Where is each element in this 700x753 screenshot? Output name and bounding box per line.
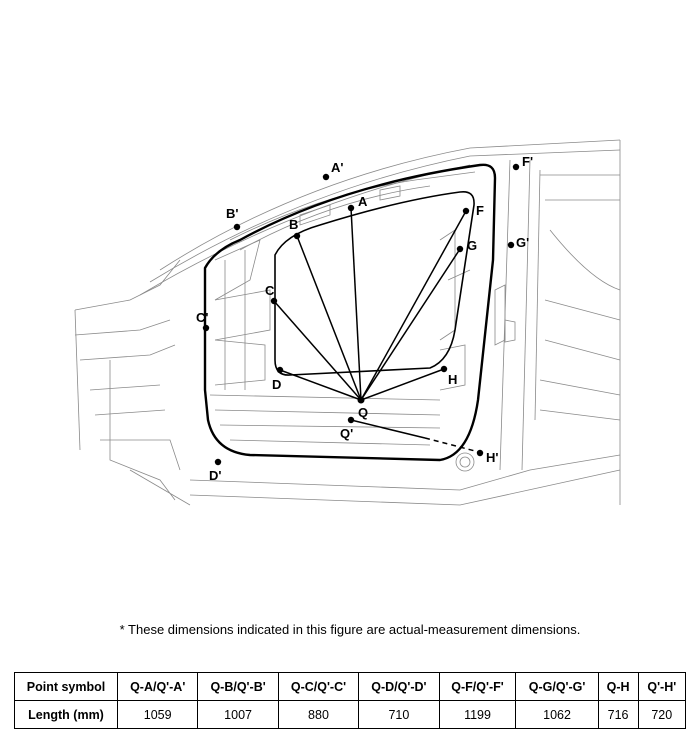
point-c — [271, 298, 277, 304]
point-q-prime — [348, 417, 354, 423]
length-cell: 1062 — [516, 701, 598, 729]
label-h: H — [448, 372, 458, 387]
label-g-prime: G' — [516, 235, 530, 250]
label-b: B — [289, 217, 299, 232]
length-cell: 710 — [359, 701, 439, 729]
point-f — [463, 208, 469, 214]
label-h-prime: H' — [486, 450, 499, 465]
label-q: Q — [358, 405, 369, 420]
point-d — [277, 367, 283, 373]
point-a-prime — [323, 174, 329, 180]
point-d-prime — [215, 459, 221, 465]
point-h — [441, 366, 447, 372]
length-cell: 1059 — [118, 701, 198, 729]
label-a-prime: A' — [331, 160, 344, 175]
point-c-prime — [203, 325, 209, 331]
length-cell: 720 — [638, 701, 685, 729]
symbol-cell: Q-A/Q'-A' — [118, 673, 198, 701]
point-b-prime — [234, 224, 240, 230]
label-f: F — [476, 203, 484, 218]
point-g — [457, 246, 463, 252]
label-a: A — [358, 194, 368, 209]
label-d-prime: D' — [209, 468, 222, 483]
length-cell: 1199 — [439, 701, 516, 729]
table-row-lengths — [15, 701, 686, 729]
label-q-prime: Q' — [340, 426, 354, 441]
row-label-symbol: Point symbol — [15, 673, 118, 701]
point-f-prime — [513, 164, 519, 170]
point-a — [348, 205, 354, 211]
symbol-cell: Q'-H' — [638, 673, 685, 701]
symbol-cell: Q-D/Q'-D' — [359, 673, 439, 701]
symbol-cell: Q-F/Q'-F' — [439, 673, 516, 701]
label-c-prime: C' — [196, 310, 209, 325]
length-cell: 716 — [598, 701, 638, 729]
label-f-prime: F' — [522, 154, 534, 169]
symbol-cell: Q-H — [598, 673, 638, 701]
measurement-lines — [274, 208, 479, 452]
point-b — [294, 233, 300, 239]
length-cell: 880 — [278, 701, 358, 729]
point-g-prime — [508, 242, 514, 248]
symbol-cell: Q-G/Q'-G' — [516, 673, 598, 701]
point-q — [358, 397, 365, 404]
label-g: G — [467, 238, 478, 253]
row-label-length: Length (mm) — [15, 701, 118, 729]
label-d: D — [272, 377, 282, 392]
point-h-prime — [477, 450, 483, 456]
symbol-cell: Q-C/Q'-C' — [278, 673, 358, 701]
measurement-note: * These dimensions indicated in this figure are actual-measurement dimensions. — [119, 622, 581, 637]
length-cell: 1007 — [198, 701, 278, 729]
table-row-symbols — [15, 673, 686, 701]
symbol-cell: Q-B/Q'-B' — [198, 673, 278, 701]
label-b-prime: B' — [226, 206, 239, 221]
label-c: C — [265, 283, 275, 298]
dimension-table — [14, 672, 686, 729]
point-labels — [196, 154, 533, 483]
